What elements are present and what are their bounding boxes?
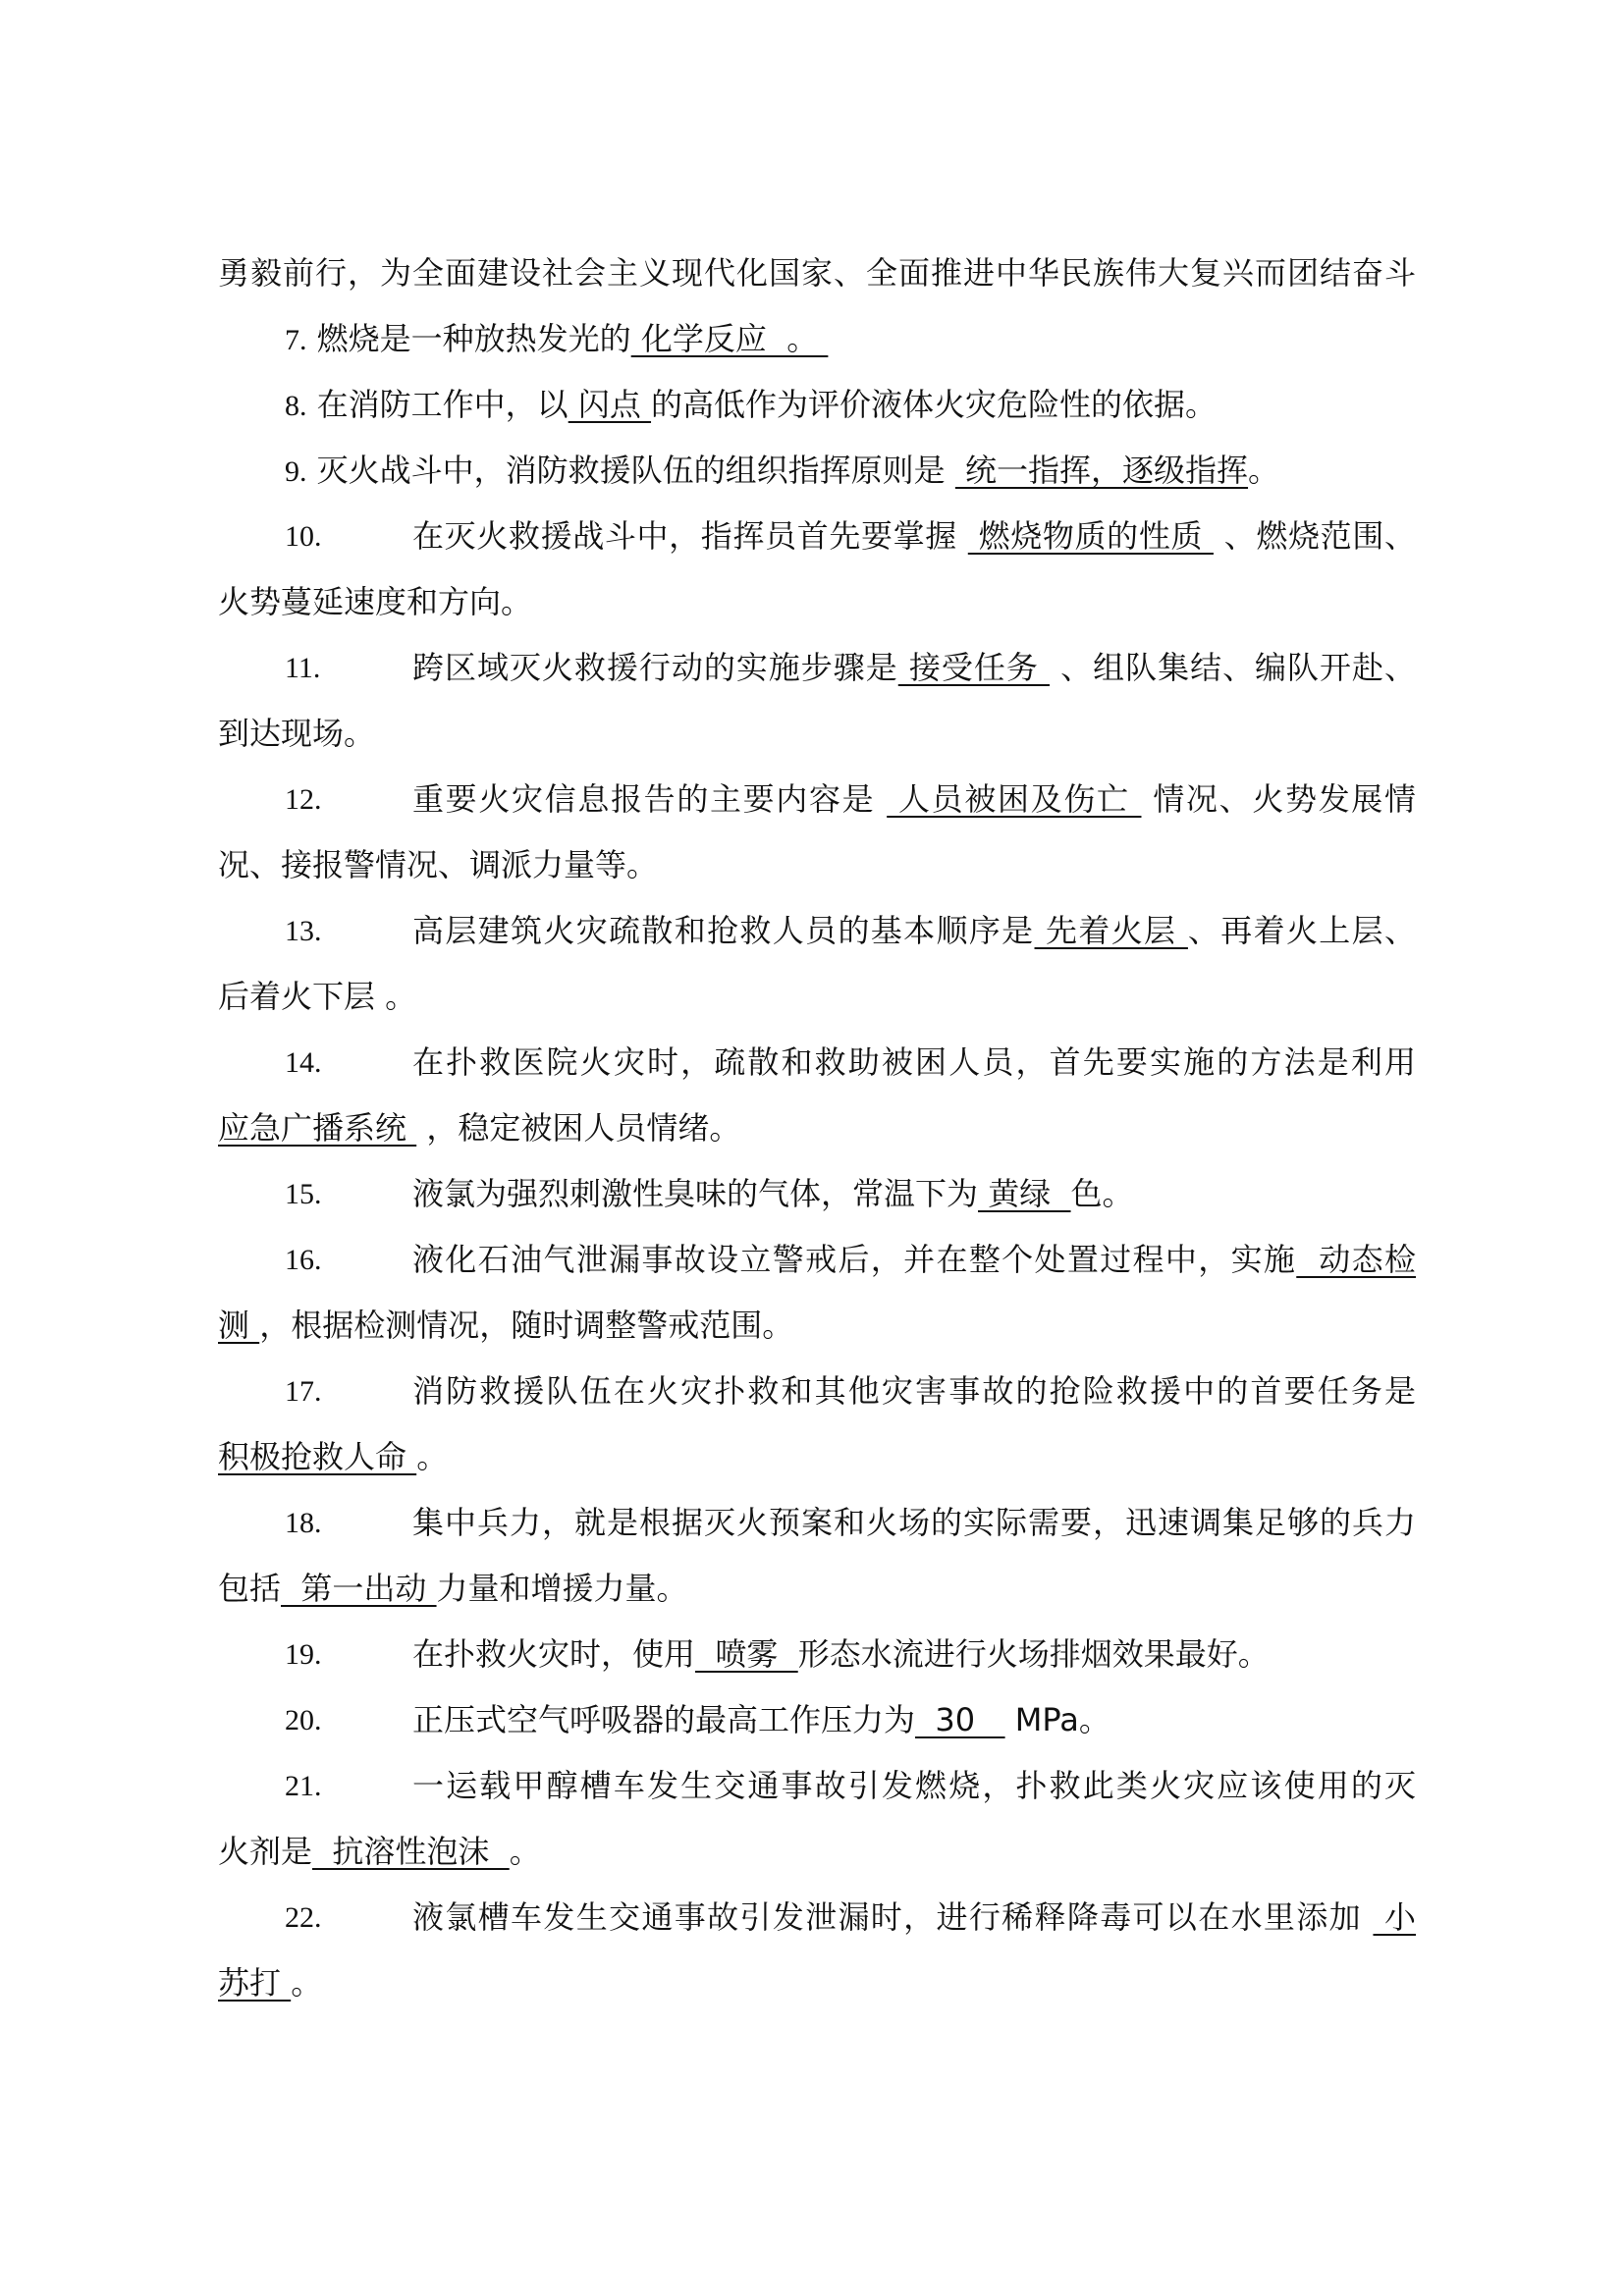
- question-12-line: [218, 832, 1416, 898]
- question-number: 17.: [285, 1375, 322, 1408]
- question-number: 9.: [285, 455, 307, 488]
- question-text: 在灭火救援战斗中，指挥员首先要掌握: [412, 517, 968, 555]
- question-15-line: [218, 1161, 1416, 1227]
- answer-blank: 统一指挥，逐级指挥: [954, 452, 1249, 489]
- question-text: 重要火灾信息报告的主要内容是: [412, 780, 888, 818]
- answer-blank: 先着火层: [1034, 912, 1188, 949]
- question-text: 在扑救火灾时，使用: [412, 1635, 696, 1673]
- question-number: 21.: [285, 1770, 322, 1802]
- question-number: 12.: [285, 783, 322, 816]
- question-21-line: [218, 1753, 1416, 1819]
- answer-blank: 积极抢救人命: [218, 1438, 417, 1475]
- question-text: 灭火战斗中，消防救援队伍的组织指挥原则是: [316, 452, 955, 489]
- question-17-line: [218, 1359, 1416, 1424]
- answer-blank: 小: [1373, 1898, 1416, 1936]
- answer-blank: 测: [218, 1307, 260, 1344]
- question-text: 情况、火势发展情: [1141, 780, 1416, 818]
- question-text: 。: [291, 1964, 323, 2002]
- question-19-line: [218, 1622, 1416, 1687]
- question-number: 10.: [285, 520, 322, 553]
- question-text: 。: [416, 1438, 449, 1475]
- question-text: 液氯槽车发生交通事故引发泄漏时，进行稀释降毒可以在水里添加: [412, 1898, 1374, 1936]
- answer-blank: 燃烧物质的性质: [967, 517, 1214, 555]
- question-text: 液氯为强烈刺激性臭味的气体，常温下为: [412, 1175, 979, 1212]
- question-text: 火剂是: [218, 1833, 313, 1870]
- question-text: 形态水流进行火场排烟效果最好。: [797, 1635, 1270, 1673]
- answer-blank: 化学反应 。: [630, 320, 829, 357]
- question-number: 18.: [285, 1507, 322, 1539]
- question-text: 正压式空气呼吸器的最高工作压力为: [412, 1701, 916, 1738]
- question-text: 。: [509, 1833, 541, 1870]
- question-number: 11.: [285, 652, 321, 684]
- question-text: MPa。: [1004, 1701, 1110, 1738]
- question-12-line: [218, 767, 1416, 832]
- question-text: 。: [1248, 452, 1280, 489]
- question-text: 集中兵力，就是根据灭火预案和火场的实际需要，迅速调集足够的兵力: [412, 1504, 1416, 1541]
- question-number: 20.: [285, 1704, 322, 1736]
- question-18-line: [218, 1556, 1416, 1622]
- question-8-line: [218, 372, 1416, 438]
- question-number: 19.: [285, 1638, 322, 1671]
- question-22-line: [218, 1885, 1416, 1950]
- question-number: 22.: [285, 1901, 322, 1934]
- question-text: 、再着火上层、: [1187, 912, 1416, 949]
- question-text: 况、接报警情况、调派力量等。: [218, 846, 659, 883]
- question-13-line: [218, 964, 1416, 1030]
- answer-blank: 30: [915, 1701, 1005, 1738]
- question-text: 到达现场。: [218, 715, 376, 752]
- question-text: 跨区域灭火救援行动的实施步骤是: [412, 649, 898, 686]
- question-18-line: [218, 1490, 1416, 1556]
- answer-blank: 抗溶性泡沫: [312, 1833, 510, 1870]
- document-body: [218, 240, 1416, 2016]
- question-text: 、组队集结、编队开赴、: [1050, 649, 1416, 686]
- question-text: ，稳定被困人员情绪。: [416, 1109, 741, 1147]
- question-text: 后着火下层 。: [218, 978, 417, 1015]
- question-text: 火势蔓延速度和方向。: [218, 583, 533, 620]
- question-number: 16.: [285, 1244, 322, 1276]
- answer-blank: 黄绿: [978, 1175, 1071, 1212]
- question-number: 7.: [285, 324, 307, 356]
- answer-blank: 接受任务: [897, 649, 1050, 686]
- question-number: 8.: [285, 390, 307, 422]
- question-16-line: [218, 1227, 1416, 1293]
- answer-blank: 第一出动: [281, 1570, 437, 1607]
- question-text: 一运载甲醇槽车发生交通事故引发燃烧，扑救此类火灾应该使用的灭: [412, 1767, 1416, 1804]
- question-text: 液化石油气泄漏事故设立警戒后，并在整个处置过程中，实施: [412, 1241, 1297, 1278]
- question-text: 在消防工作中，以: [316, 386, 568, 423]
- answer-blank: 人员被困及伤亡: [887, 780, 1142, 818]
- question-11-line: [218, 701, 1416, 767]
- question-text: 包括: [218, 1570, 282, 1607]
- question-20-line: [218, 1687, 1416, 1753]
- question-17-line: [218, 1424, 1416, 1490]
- question-16-line: [218, 1293, 1416, 1359]
- intro-line: 勇毅前行，为全面建设社会主义现代化国家、全面推进中华民族伟大复兴而团结奋斗: [218, 254, 1416, 292]
- answer-blank: 闪点: [568, 386, 652, 423]
- question-text: 消防救援队伍在火灾扑救和其他灾害事故的抢险救援中的首要任务是: [412, 1372, 1416, 1410]
- question-text: 的高低作为评价液体火灾危险性的依据。: [651, 386, 1218, 423]
- question-number: 13.: [285, 915, 322, 947]
- question-10-line: [218, 569, 1416, 635]
- question-9-line: [218, 438, 1416, 504]
- question-text: 、燃烧范围、: [1213, 517, 1416, 555]
- question-text: 在扑救医院火灾时，疏散和救助被困人员，首先要实施的方法是利用: [412, 1043, 1416, 1081]
- answer-blank: 动态检: [1296, 1241, 1416, 1278]
- question-7-line: [218, 306, 1416, 372]
- answer-blank: 苏打: [218, 1964, 292, 2002]
- question-text: ，根据检测情况，随时调整警戒范围。: [259, 1307, 794, 1344]
- question-11-line: [218, 635, 1416, 701]
- question-21-line: [218, 1819, 1416, 1885]
- answer-blank: 喷雾: [695, 1635, 798, 1673]
- question-22-line: [218, 1950, 1416, 2016]
- question-text: 高层建筑火灾疏散和抢救人员的基本顺序是: [412, 912, 1035, 949]
- question-number: 14.: [285, 1046, 322, 1079]
- question-10-line: [218, 504, 1416, 569]
- question-13-line: [218, 898, 1416, 964]
- question-text: 燃烧是一种放热发光的: [316, 320, 631, 357]
- question-text: 色。: [1070, 1175, 1134, 1212]
- question-text: 力量和增援力量。: [436, 1570, 688, 1607]
- question-14-line: [218, 1095, 1416, 1161]
- question-number: 15.: [285, 1178, 322, 1210]
- question-14-line: [218, 1030, 1416, 1095]
- answer-blank: 应急广播系统: [218, 1109, 417, 1147]
